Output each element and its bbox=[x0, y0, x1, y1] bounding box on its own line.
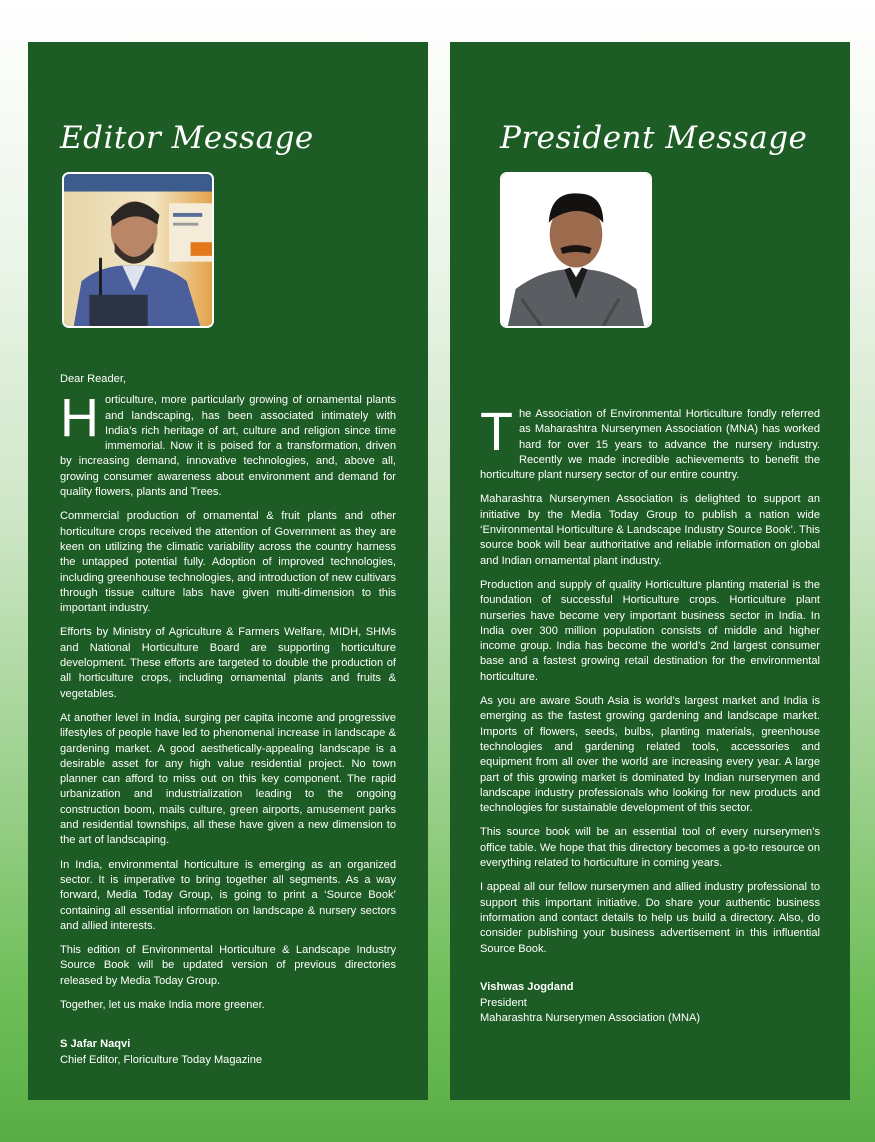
editor-greeting: Dear Reader, bbox=[60, 373, 126, 385]
president-paragraph-6: I appeal all our fellow nurserymen and allied industry professional to support this important initiative. Do share your authentic business information and contact details to help us build a directory. Also, do consider publishing your business advertisement in this influential Source Book. bbox=[480, 881, 820, 955]
president-paragraph-1-text: he Association of Environmental Horticulture fondly referred as Maharashtra Nurserymen Association (MNA) has worked hard for over 15 years to advance the nursery industry. Recently we made incredible achievements to benefit the horticulture plant nursery sector of our entire country. bbox=[480, 408, 820, 482]
editor-role: Chief Editor, Floriculture Today Magazine bbox=[60, 1053, 263, 1066]
editor-paragraph-4: At another level in India, surging per capita income and progressive lifestyles of people have led to phenomenal increase in landscape & gardening market. A good aesthetically-appealing landscape is a desirable asset for any high value residential project. No town planner can afford to miss out on this key component. The rapid urbanization and industrialization leading to the ongoing construction boom, mails culture, green airports, amusement parks and residential townships, all these have given a new dimension to the art of landscaping. bbox=[60, 711, 396, 847]
editor-message-title: Editor Message bbox=[60, 120, 314, 156]
editor-portrait-image bbox=[64, 174, 212, 326]
president-paragraph-1 bbox=[480, 402, 820, 483]
president-org: Maharashtra Nurserymen Association (MNA) bbox=[480, 1012, 701, 1024]
president-dropcap: T bbox=[480, 402, 513, 462]
editor-photo bbox=[62, 172, 214, 328]
president-paragraph-2: Maharashtra Nurserymen Association is delighted to support an initiative by the Media Today Group to publish a nation wide ‘Environmental Horticulture & Landscape Industry Source Book’. This source book will bear authoritative and reliable information on global and Indian ornamental plant industry. bbox=[480, 493, 820, 567]
editor-message-panel bbox=[28, 42, 428, 1100]
president-message-panel bbox=[450, 42, 850, 1100]
president-paragraph-3: Production and supply of quality Horticulture planting material is the foundation of successful Horticulture crops. Horticulture plant nurseries have become very important business sector in India. In India over 300 million population consists of middle and higher income group. India has become the world’s 2nd largest consumer base and a fastest growing retail destination for the environmental horticulture. bbox=[480, 578, 820, 683]
editor-name: S Jafar Naqvi bbox=[60, 1038, 131, 1050]
president-paragraph-4: As you are aware South Asia is world’s largest market and India is emerging as the fastest growing gardening and landscape market. Imports of flowers, seeds, bulbs, planting materials, greenhouse technologies and gardening related tools, accessories and equipment from all over the world are increasing every year. A large part of this growing market is dominated by Indian nurserymen and landscape industry professionals who looking for new products and technologies for sustainable development of this sector. bbox=[480, 695, 820, 815]
president-role: President bbox=[480, 996, 527, 1009]
president-message-body bbox=[480, 372, 820, 966]
editor-paragraph-2: Commercial production of ornamental & fruit plants and other horticulture crops received the attention of Government as they are keen on utilizing the climatic variability across the country harness the untapped potential fully. Adoption of improved technologies, including greenhouse technologies, and introduction of new cultivars through tissue culture labs have given multi-dimension to this important industry. bbox=[60, 510, 396, 615]
president-name: Vishwas Jogdand bbox=[480, 981, 574, 993]
editor-message-body bbox=[60, 372, 396, 1022]
editor-dropcap: H bbox=[60, 388, 99, 449]
editor-paragraph-3: Efforts by Ministry of Agriculture & Farmers Welfare, MIDH, SHMs and National Horticulture Board are supporting horticulture development. These efforts are targeted to double the production of all horticulture crops, including ornamental plants and fruits & vegetables. bbox=[60, 626, 396, 700]
editor-paragraph-5: In India, environmental horticulture is emerging as an organized sector. It is imperative to bring together all segments. As a way forward, Media Today Group, is going to print a ‘Source Book’ containing all essential information on landscape & nursery sectors and allied interests. bbox=[60, 858, 396, 932]
president-portrait-image bbox=[502, 174, 650, 326]
editor-signature bbox=[60, 1037, 262, 1068]
president-message-title: President Message bbox=[500, 120, 808, 156]
president-photo bbox=[500, 172, 652, 328]
editor-paragraph-7: Together, let us make India more greener. bbox=[60, 998, 265, 1011]
editor-paragraph-1 bbox=[60, 388, 396, 500]
editor-paragraph-1-text: orticulture, more particularly growing of ornamental plants and landscaping, has been associated intimately with India’s rich heritage of art, culture and religion since time immemorial. Now it is poised for a transformation, driven by increasing demand, innovative technologies, and, above all, growing consumer awareness about environment and demand for quality flowers, plants and Trees. bbox=[60, 394, 396, 499]
editor-paragraph-6: This edition of Environmental Horticulture & Landscape Industry Source Book will be updated version of previous directories released by Media Today Group. bbox=[60, 944, 396, 987]
president-signature bbox=[480, 980, 700, 1027]
president-paragraph-5: This source book will be an essential tool of every nurserymen’s office table. We hope that this directory becomes a go-to resource on everything related to horticulture in coming years. bbox=[480, 826, 820, 870]
